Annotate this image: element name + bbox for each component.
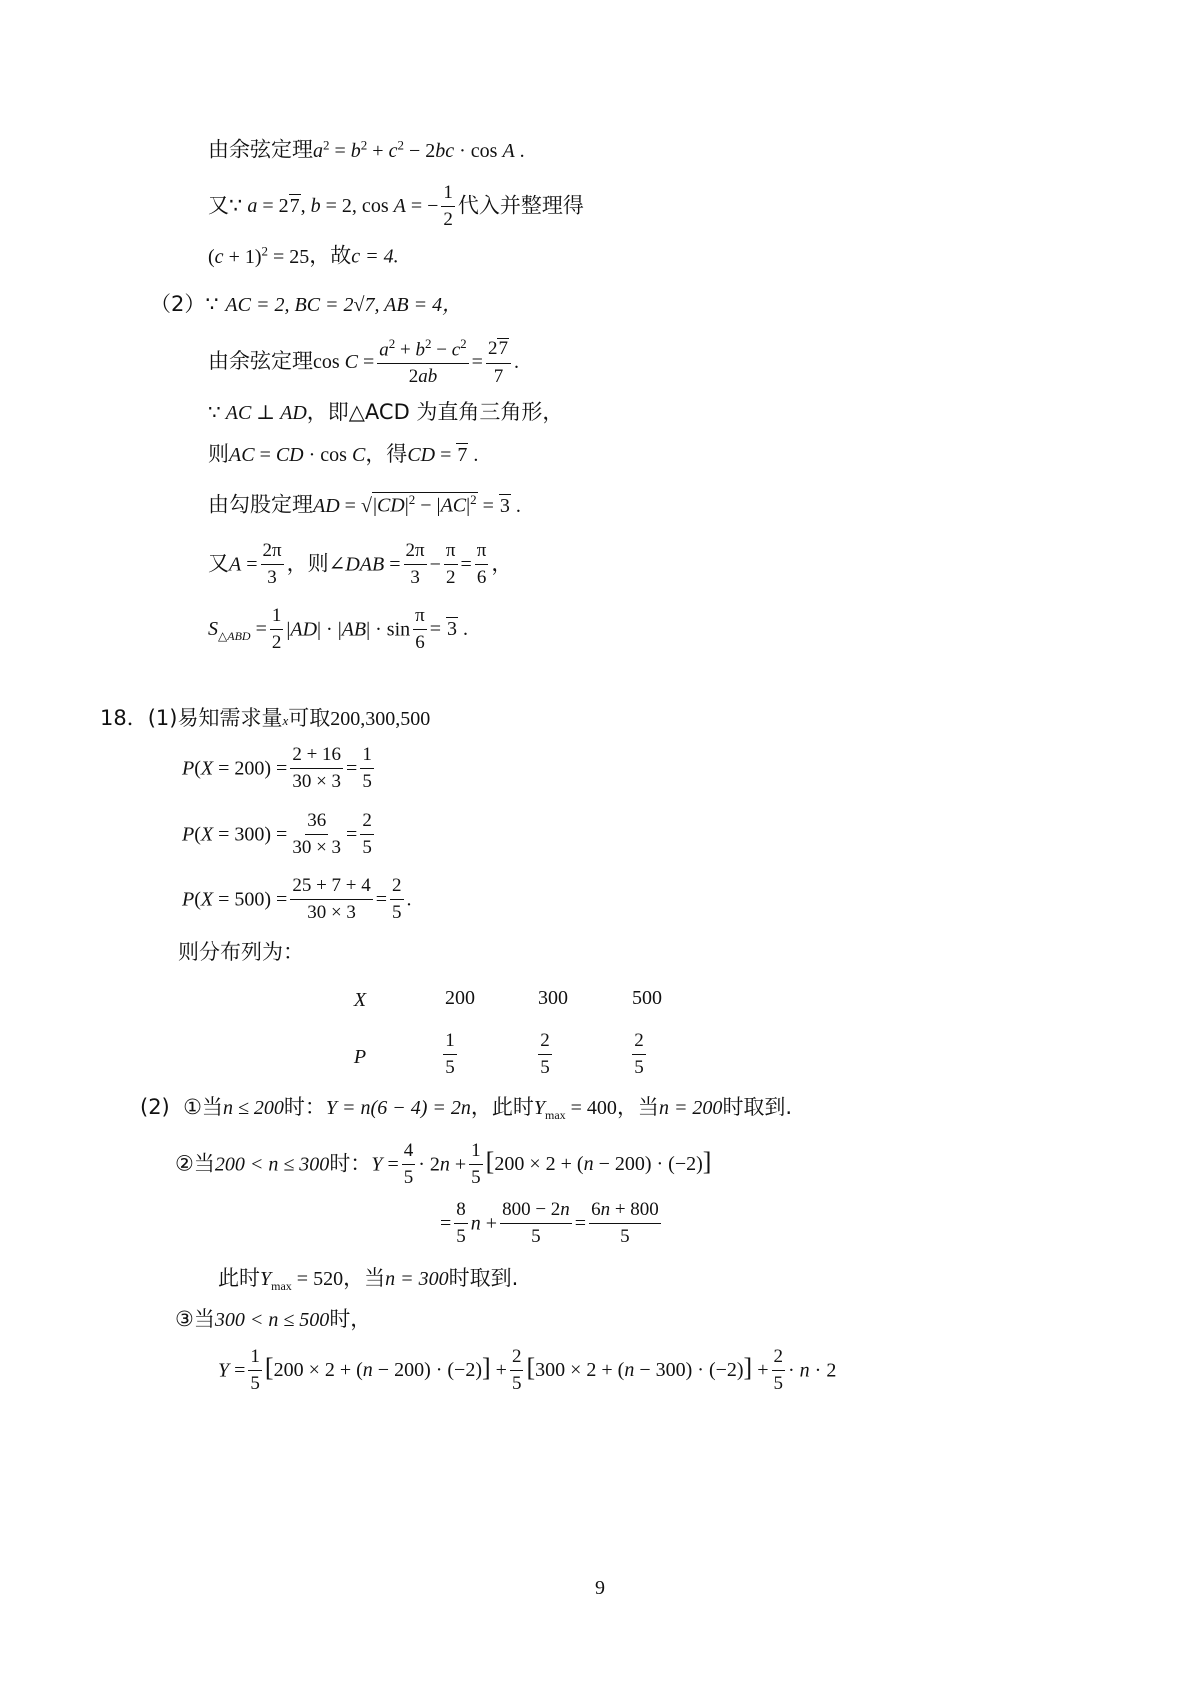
part2-given-line: （2）∵ AC = 2, BC = 2√7, AB = 4，: [150, 292, 463, 316]
case2-max-line: 此时$Y_{max} = 520$，当n = 300时取到.: [218, 1266, 519, 1293]
case2-line: ②当200 < n ≤ 300时：Y = $\frac{4}{5}$ · 2n + $\frac{1}{5}$ [200 × 2 + (n − 200) · (−2)]: [175, 1140, 712, 1188]
table-p-value: $\frac{2}{5}$: [634, 1030, 644, 1078]
area-line: $S_{\triangle ABD}$ = $\frac{1}{2}$ |AD| · |AB| · sin $\frac{\pi}{6}$ = 3 .: [208, 605, 469, 653]
table-header-x: X: [353, 989, 367, 1011]
cosC-line: 由余弦定理cos C = $\frac{a^2 + b^2 - c^2}{2ab}$ = $\frac{27}{7}$ .: [208, 336, 519, 388]
p200-line: P(X = 200) = $\frac{2 + 16}{30 \times 3}$ = $\frac{1}{5}$: [182, 744, 372, 792]
p500-line: P(X = 500) = $\frac{25 + 7 + 4}{30 \times 3}$ = $\frac{2}{5}$ .: [182, 875, 412, 923]
perpendicular-line: ∵ AC ⊥ AD，即△ACD 为直角三角形，: [208, 400, 564, 424]
ad-line: 由勾股定理AD = $√|CD|^2 - |AC|^2 = 3$ .: [208, 492, 521, 517]
table-p-value: $\frac{2}{5}$: [540, 1030, 550, 1078]
table-x-value: 300: [538, 987, 568, 1009]
substitution-line: 又∵ a = 27, b = 2, cos A = − $\frac{1}{2}$ 代入并整理得: [208, 182, 584, 230]
table-x-value: 500: [632, 987, 662, 1009]
c-result-line: $(c + 1)^2 = 25$，故c = 4.: [208, 243, 399, 268]
case1-line: (2) ①当n ≤ 200时：Y = n(6 − 4) = 2n，此时$Y_{max} = 400$，当n = 200时取到.: [140, 1095, 793, 1122]
case3-line: ③当300 < n ≤ 500时，: [175, 1307, 372, 1331]
table-p-value: $\frac{1}{5}$: [445, 1030, 455, 1078]
table-x-value: 200: [445, 987, 475, 1009]
q18-intro-line: 18．(1)易知需求量x可取200,300,500: [100, 706, 431, 730]
distribution-label: 则分布列为：: [178, 940, 304, 964]
p300-line: P(X = 300) = $\frac{36}{30 \times 3}$ = $\frac{2}{5}$: [182, 810, 372, 858]
table-header-p: P: [353, 1046, 367, 1068]
case3-expression-line: Y = $\frac{1}{5}$ [200 × 2 + (n − 200) · (−2)] + $\frac{2}{5}$ [300 × 2 + (n − 300) · (−2)] + $\frac{2}{5}$ · n · 2: [218, 1346, 837, 1394]
angle-line: 又A = $\frac{2\pi}{3}$ ，则∠DAB = $\frac{2\pi}{3}$ − $\frac{\pi}{2}$ = $\frac{\pi}{6}$ ，: [208, 540, 513, 588]
cd-line: 则AC = CD · cos C，得CD = 7 .: [208, 442, 479, 466]
case2-simplify-line: = $\frac{8}{5}$ n + $\frac{800 - 2n}{5}$ = $\frac{6n + 800}{5}$: [440, 1199, 659, 1247]
cosine-law-line: 由余弦定理$a^2 = b^2 + c^2 - 2bc \cdot \cos A$ .: [208, 137, 525, 162]
page-number: 9: [595, 1577, 605, 1599]
